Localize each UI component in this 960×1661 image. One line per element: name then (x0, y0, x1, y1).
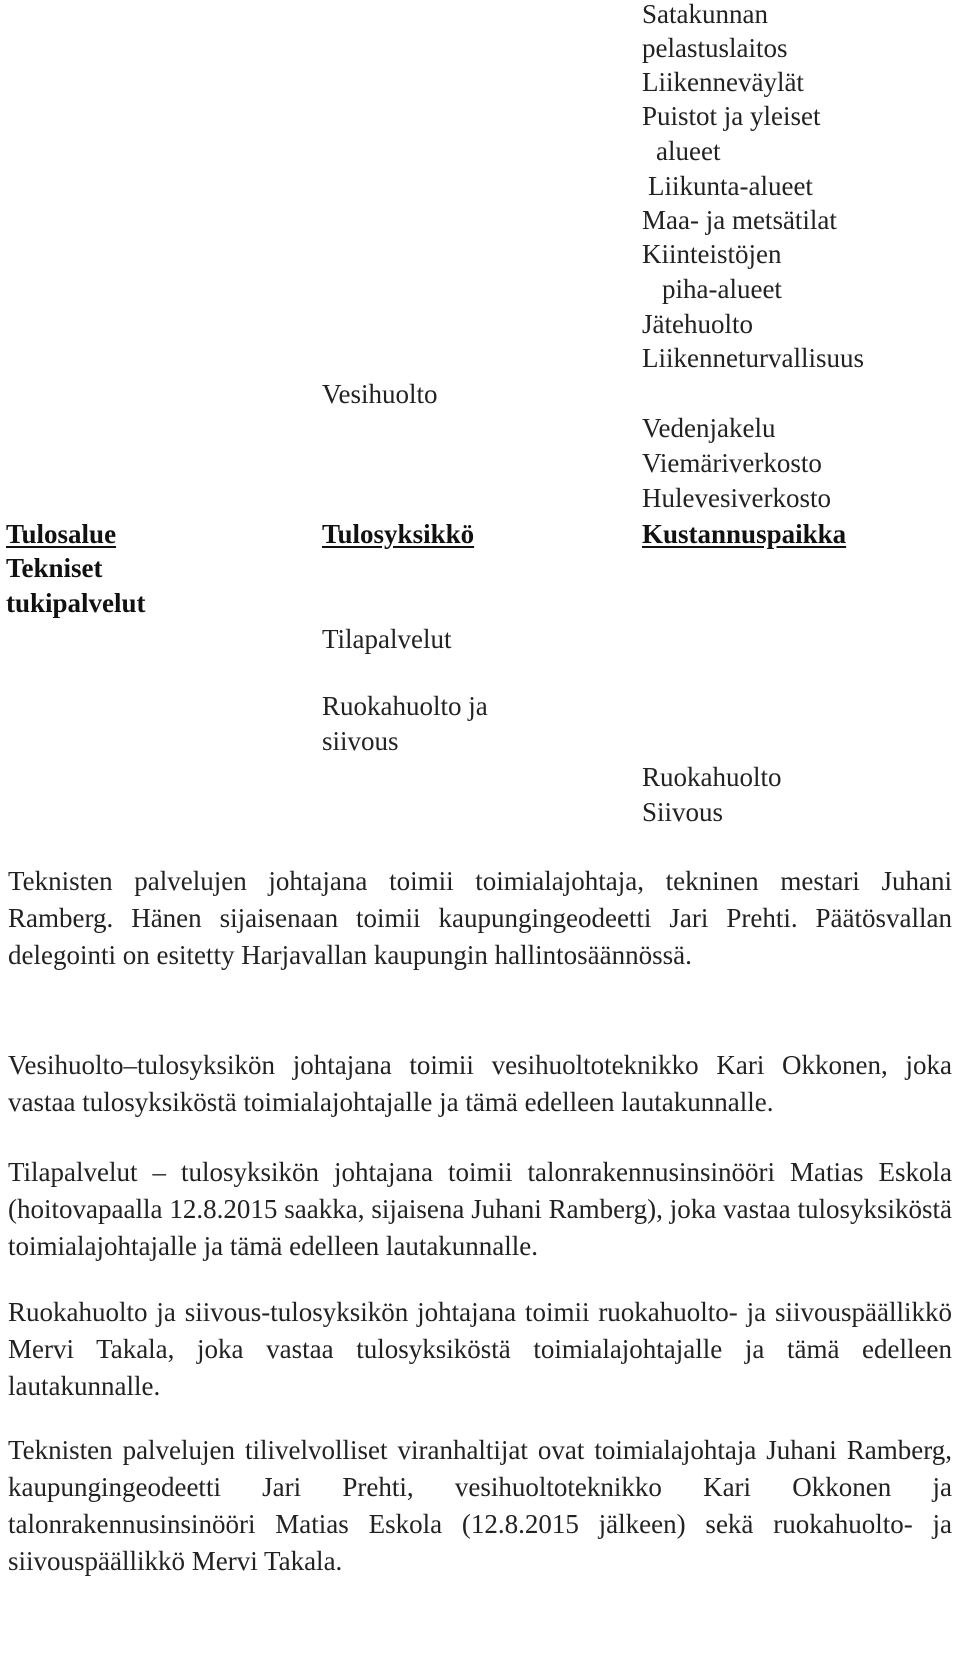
cost-center-item: piha-alueet (662, 274, 782, 304)
paragraph-tilivelvolliset: Teknisten palvelujen tilivelvolliset viranhaltijat ovat toimialajohtaja Juhani Ramberg, kaupungingeodeetti Jari Prehti, vesihuoltoteknikko Kari Okkonen ja talonrakennusinsinööri Matias Eskola (12.8.2015 jälkeen) sekä ruokahuolto- ja siivouspäällikkö Mervi Takala. (8, 1435, 952, 1576)
paragraph-tilapalvelut: Tilapalvelut – tulosyksikön johtajana toimii talonrakennusinsinööri Matias Eskola (hoitovapaalla 12.8.2015 saakka, sijaisena Juhani Ramberg), joka vastaa tulosyksiköstä toimialajohtajalle ja tämä edelleen lautakunnalle. (8, 1157, 952, 1261)
cost-center-item: Jätehuolto (642, 309, 753, 339)
paragraph-director: Teknisten palvelujen johtajana toimii toimialajohtaja, tekninen mestari Juhani Ramberg. Hänen sijaisenaan toimii kaupungingeodeetti Jari Prehti. Päätösvallan delegointi on esitetty Harjavallan kaupungin hallintosäännössä. (8, 866, 952, 970)
cost-center-item: Siivous (642, 797, 724, 827)
cost-center-item: Kiinteistöjen (642, 239, 782, 269)
unit-ruokahuolto-line1: Ruokahuolto ja (322, 691, 488, 721)
cost-center-item: Liikenneturvallisuus (642, 343, 864, 373)
cost-center-item: Puistot ja yleiset (642, 101, 821, 131)
unit-vesihuolto: Vesihuolto (322, 379, 438, 409)
area-name-line1: Tekniset (6, 553, 103, 583)
column-header-tulosalue: Tulosalue (6, 519, 117, 549)
cost-center-item: alueet (656, 136, 721, 166)
area-name-line2: tukipalvelut (6, 588, 146, 618)
column-header-tulosyksikko: Tulosyksikkö (322, 519, 475, 549)
cost-center-item: pelastuslaitos (642, 33, 788, 63)
cost-center-item: Vedenjakelu (642, 413, 776, 443)
cost-center-item: Ruokahuolto (642, 762, 782, 792)
unit-ruokahuolto-line2: siivous (322, 726, 399, 756)
cost-center-item: Hulevesiverkosto (642, 483, 831, 513)
column-header-kustannuspaikka: Kustannuspaikka (642, 519, 847, 549)
cost-center-item: Maa- ja metsätilat (642, 205, 837, 235)
cost-center-item: Satakunnan (642, 0, 768, 29)
cost-center-item: Liikenneväylät (642, 67, 804, 97)
cost-center-item: Liikunta-alueet (648, 171, 813, 201)
paragraph-ruokahuolto: Ruokahuolto ja siivous-tulosyksikön johtajana toimii ruokahuolto- ja siivouspäällikkö Mervi Takala, joka vastaa tulosyksiköstä toimialajohtajalle ja tämä edelleen lautakunnalle. (8, 1297, 952, 1401)
cost-center-item: Viemäriverkosto (642, 448, 822, 478)
paragraph-vesihuolto: Vesihuolto–tulosyksikön johtajana toimii vesihuoltoteknikko Kari Okkonen, joka vastaa tulosyksiköstä toimialajohtajalle ja tämä edelleen lautakunnalle. (8, 1050, 952, 1117)
unit-tilapalvelut: Tilapalvelut (322, 624, 452, 654)
